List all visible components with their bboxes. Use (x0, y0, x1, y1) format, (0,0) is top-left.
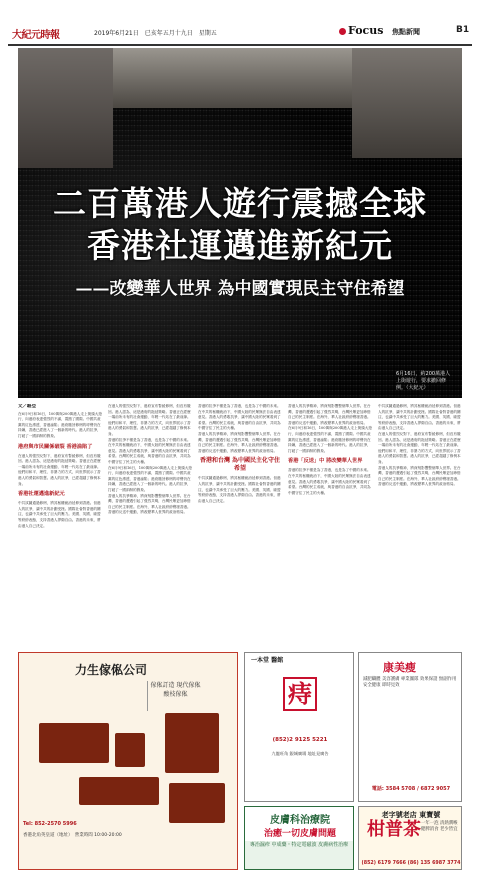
article-text: 香港人的抗爭精神，將深刻影響整個華人世界。在台灣，香港的遭遇引起了強烈共鳴，台灣民眾更加珍惜自己的民主制度。在海外，華人社區紛紛聲援香港。香港的反送中運動，將改變華人世界的政治格局。 (108, 493, 191, 515)
furniture-ad-title: 力生傢俬公司 (75, 663, 148, 677)
subhead: 香港社運邁進新紀元 (18, 491, 65, 498)
kangmei-ad-name: 康美瘦 (383, 661, 416, 674)
article-column-5 (378, 404, 462, 647)
article-text: 中共試圖通過修例，將其極權統治延伸到香港。但港人的抗爭，讓中共的計劃受挫。國際社會對香港的關注，也讓中共承受了巨大的壓力。美國、英國、歐盟等紛紛表態，支持香港人捍衛自由。香港的未來，將由港人自己決定。 (198, 476, 281, 503)
herbal-tea-ad-name: 老字號老店 東寶號 (381, 810, 441, 819)
article-body (18, 404, 462, 647)
article-text: 在港人的強烈反對下，港府宣布暫緩修例，但沒有撤回。港人認為，這是港府的拖延策略。香港正在經歷一場前所未有的社會運動，年輕一代站在了最前線。他們用和平、理性、非暴力的方式，向世界展示了香港人的勇氣和智慧。港人的抗爭，已經超越了修例本身。 (378, 431, 461, 464)
skin-clinic-ad-name: 皮膚科治療院 (270, 815, 330, 826)
skin-clinic-ad-slogan: 治癒一切皮膚問題 (263, 829, 336, 839)
headline-line2: 香港社運邁進新紀元 (87, 226, 393, 265)
article-text: 香港的抗爭不僅是為了香港，也是為了中國的未來。在中共的極權統治下，中國大陸的民眾無法自由表達意見。香港人的勇敢抗爭，讓中國大陸的民眾看到了希望。台灣的民主成就，與香港的自由抗爭，共同為中國守住了民主的火種。 (288, 468, 371, 495)
article-text: 香港人的抗爭精神，將深刻影響整個華人世界。在台灣，香港的遭遇引起了強烈共鳴，台灣民眾更加珍惜自己的民主制度。在海外，華人社區紛紛聲援香港。香港的反送中運動，將改變華人世界的政治格局。 (198, 431, 281, 453)
headline-line1: 二百萬港人遊行震撼全球 (53, 184, 427, 223)
byline: 文／駱亞 (18, 404, 36, 409)
article-text: 在港人的強烈反對下，港府宣布暫緩修例，但沒有撤回。港人認為，這是港府的拖延策略。香港正在經歷一場前所未有的社會運動，年輕一代站在了最前線。他們用和平、理性、非暴力的方式，向世界展示了香港人的勇氣和智慧。港人的抗爭，已經超越了修例本身。 (18, 453, 101, 486)
section-en: Focus (348, 24, 384, 37)
furniture-ad-tagline: 傢俬訂造 現代傢俬 酸枝傢俬 (147, 681, 203, 711)
article-column-2 (108, 404, 192, 647)
article-column-4 (288, 404, 372, 647)
herbal-tea-ad-phone: (852) 6179 7666 (86) 135 6987 3774 (361, 861, 461, 866)
article-text: 在港人的強烈反對下，港府宣布暫緩修例，但沒有撤回。港人認為，這是港府的拖延策略。香港正在經歷一場前所未有的社會運動，年輕一代站在了最前線。他們用和平、理性、非暴力的方式，向世界展示了香港人的勇氣和智慧。港人的抗爭，已經超越了修例本身。 (108, 404, 191, 436)
clinic-ad-brand: 一本堂 醫館 (251, 657, 284, 664)
focus-dot-icon (339, 28, 346, 35)
subhead: 港府與市民關係破裂 香港淪陷了 (18, 443, 93, 450)
photo-building-right (352, 48, 462, 158)
kangmei-ad-phone: 電話: 3584 5708 / 6872 9057 (371, 786, 451, 792)
page-number: B1 (456, 25, 470, 35)
clinic-ad[interactable] (244, 652, 354, 802)
headline-deck: ——改變華人世界 為中國實現民主守住希望 (75, 279, 405, 299)
bed-image (169, 783, 225, 823)
subhead: 香港和台灣 為中國民主化守住希望 (199, 457, 281, 473)
article-text: 在6月9日和16日，100萬與200萬港人走上街頭大遊行，向港府表達強烈的不滿，震撼了國際。中國共產黨的紅色滲透，香港淪陷；港府撤回修例的呼聲仍在持續，香港已經進入了一個新的時代。港人的抗爭，打破了一國兩制的假象。 (18, 411, 102, 438)
lead-photo (18, 48, 462, 398)
subhead: 香港「反送」中 將改變華人世界 (288, 458, 363, 465)
article-text: 香港的抗爭不僅是為了香港，也是為了中國的未來。在中共的極權統治下，中國大陸的民眾無法自由表達意見。香港人的勇敢抗爭，讓中國大陸的民眾看到了希望。台灣的民主成就，與香港的自由抗爭，共同為中國守住了民主的火種。 (198, 404, 281, 431)
photo-caption: 6月16日，約200萬港人上街遊行，要求撤回修例。（大紀元） (396, 371, 451, 391)
article-text: 中共試圖通過修例，將其極權統治延伸到香港。但港人的抗爭，讓中共的計劃受挫。國際社會對香港的關注，也讓中共承受了巨大的壓力。美國、英國、歐盟等紛紛表態，支持香港人捍衛自由。香港的未來，將由港人自己決定。 (18, 501, 101, 528)
furniture-ad[interactable] (18, 652, 238, 870)
clinic-ad-seal: 痔 (283, 677, 317, 711)
photo-sky (113, 48, 353, 108)
article-text: 在6月9日和16日，100萬與200萬港人走上街頭大遊行，向港府表達強烈的不滿，震撼了國際。中國共產黨的紅色滲透，香港淪陷；港府撤回修例的呼聲仍在持續，香港已經進入了一個新的時代。港人的抗爭，打破了一國兩制的假象。 (288, 426, 372, 453)
date-line: 2019年6月21日 已亥年五月十九日 星期五 (94, 30, 217, 37)
chair-image (115, 733, 145, 767)
herbal-tea-ad[interactable] (358, 806, 462, 870)
cabinet-image (165, 713, 219, 773)
photo-building-left (18, 48, 113, 168)
article-text: 香港人的抗爭精神，將深刻影響整個華人世界。在台灣，香港的遭遇引起了強烈共鳴，台灣民眾更加珍惜自己的民主制度。在海外，華人社區紛紛聲援香港。香港的反送中運動，將改變華人世界的政治格局。 (288, 404, 371, 425)
ads-section (18, 652, 462, 870)
furniture-ad-tel: Tel: 852-2570 5996 (23, 821, 77, 827)
herbal-tea-ad-product: 柑普茶 (367, 819, 421, 840)
furniture-ad-address: 香港北角英皇道（地址） 營業時間 10:00-20:00 (23, 833, 122, 838)
table-image (79, 777, 159, 805)
kangmei-ad[interactable] (358, 652, 462, 802)
page-header (8, 24, 472, 40)
skin-clinic-ad[interactable] (244, 806, 354, 870)
kangmei-ad-lines: 減肥纖體 美容護膚 專業團隊 效果保證 無副作用 安全健康 即時見效 (363, 677, 457, 689)
article-text: 香港的抗爭不僅是為了香港，也是為了中國的未來。在中共的極權統治下，中國大陸的民眾無法自由表達意見。香港人的勇敢抗爭，讓中國大陸的民眾看到了希望。台灣的民主成就，與香港的自由抗爭，共同為中國守住了民主的火種。 (108, 437, 191, 464)
clinic-ad-phone: (852)2 9125 5221 (272, 737, 328, 743)
header-rule (8, 44, 472, 46)
article-text: 香港人的抗爭精神，將深刻影響整個華人世界。在台灣，香港的遭遇引起了強烈共鳴，台灣民眾更加珍惜自己的民主制度。在海外，華人社區紛紛聲援香港。香港的反送中運動，將改變華人世界的政治格局。 (378, 465, 461, 487)
article-text: 中共試圖通過修例，將其極權統治延伸到香港。但港人的抗爭，讓中共的計劃受挫。國際社會對香港的關注，也讓中共承受了巨大的壓力。美國、英國、歐盟等紛紛表態，支持香港人捍衛自由。香港的未來，將由港人自己決定。 (378, 404, 461, 431)
section-zh: 焦點新聞 (392, 28, 420, 36)
skin-clinic-ad-band: 專治濕疹 中成藥・特定電磁波 皮膚病性治療 (245, 841, 353, 869)
article-column-1 (18, 404, 102, 647)
masthead: 大紀元時報 (12, 30, 60, 41)
sofa-image (39, 723, 109, 763)
article-text: 在6月9日和16日，100萬與200萬港人走上街頭大遊行，向港府表達強烈的不滿，震撼了國際。中國共產黨的紅色滲透，香港淪陷；港府撤回修例的呼聲仍在持續，香港已經進入了一個新的時代。港人的抗爭，打破了一國兩制的假象。 (108, 465, 192, 492)
article-column-3 (198, 404, 282, 647)
herbal-tea-ad-side: 一年一泡 清熱潤喉 健脾消食 老少皆宜 (421, 821, 458, 832)
clinic-ad-address: 九龍旺角 銀城廣場 地址見廣告 (271, 751, 329, 756)
